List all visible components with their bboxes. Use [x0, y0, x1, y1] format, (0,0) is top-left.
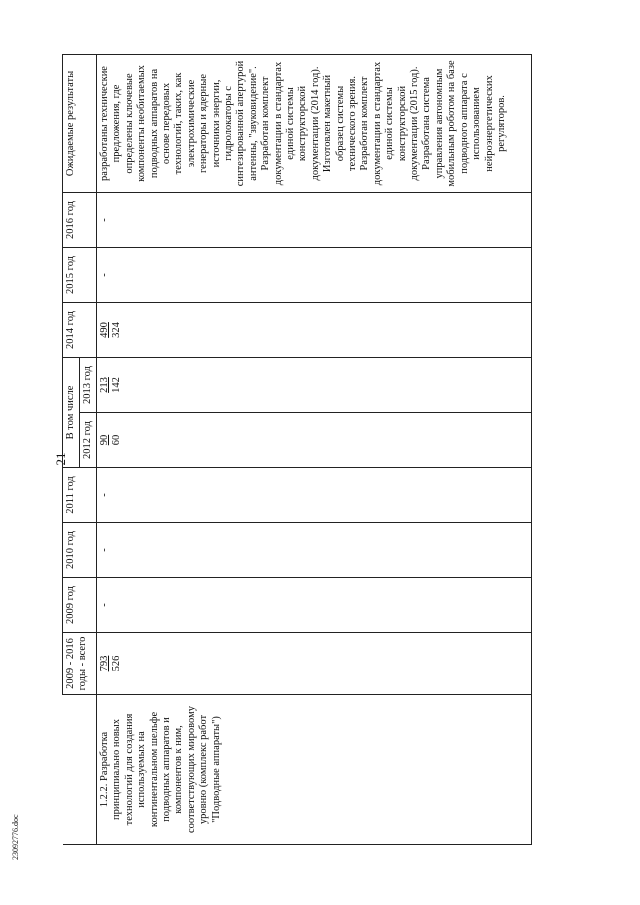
page-number: 21	[53, 452, 68, 466]
header-in-total: В том числе	[63, 357, 80, 467]
rotated-table-sheet	[62, 55, 622, 845]
program-table	[62, 54, 532, 845]
header-year-2016: 2016 год	[63, 192, 97, 247]
header-year-2014: 2014 год	[63, 302, 97, 357]
row-2016	[96, 192, 531, 247]
value-2014-bottom: 324	[111, 322, 123, 338]
row-2010	[96, 523, 531, 578]
table-row	[96, 54, 531, 844]
value-2010: -	[98, 548, 110, 552]
total-bottom-value: 526	[111, 655, 123, 672]
header-year-2010: 2010 год	[63, 523, 97, 578]
header-year-2015: 2015 год	[63, 247, 97, 302]
header-year-2011: 2011 год	[63, 468, 97, 523]
row-2015	[96, 247, 531, 302]
header-results: Ожидаемые результаты	[63, 54, 97, 192]
row-2014	[96, 302, 531, 357]
row-results: разработаны технические предложения, где определены ключевые компоненты необитаемых подводных аппаратов на основе передовых технологий, таких, как электрохимические генераторы и ядерные источники энергии, гидролокаторы с синтезированной апертурой антенны, "звуковидение". Разработан комплект документации в стандартах единой системы конструкторской документации (2014 год). Изготовлен макетный образец системы технического зрения. Разработан комплект документации в стандартах единой системы конструкторской документации (2015 год). Разработана система управления автономным мобильным роботом на базе подводного аппарата с использованием нейроэнергетических регуляторов.	[96, 54, 531, 192]
header-year-2012: 2012 год	[80, 413, 97, 468]
header-year-2013: 2013 год	[80, 357, 97, 412]
row-name: 1.2.2. Разработка принципиально новых технологий для создания используемых на континентальном шельфе подводных аппаратов и компонентов к ним, соответствующих мировому уровню (комплекс работ "Подводные аппараты")	[96, 695, 531, 845]
doc-code: 23092776.doc	[11, 814, 20, 860]
header-total: 2009 - 2016 годы - всего	[63, 633, 97, 695]
header-blank-cell	[63, 695, 97, 845]
row-2009	[96, 578, 531, 633]
row-2012	[96, 413, 531, 468]
value-2015: -	[98, 273, 110, 277]
header-year-2009: 2009 год	[63, 578, 97, 633]
value-2011: -	[98, 493, 110, 497]
row-2013	[96, 357, 531, 412]
value-2013-top: 213	[98, 377, 110, 393]
row-total	[96, 633, 531, 695]
value-2016: -	[98, 218, 110, 222]
row-2011	[96, 468, 531, 523]
value-2009: -	[98, 603, 110, 607]
value-2012-bottom: 60	[111, 434, 123, 446]
value-2013-bottom: 142	[111, 377, 123, 393]
value-2014-top: 490	[98, 322, 110, 338]
value-2012-top: 90	[98, 434, 110, 446]
total-top-value: 793	[98, 655, 110, 672]
